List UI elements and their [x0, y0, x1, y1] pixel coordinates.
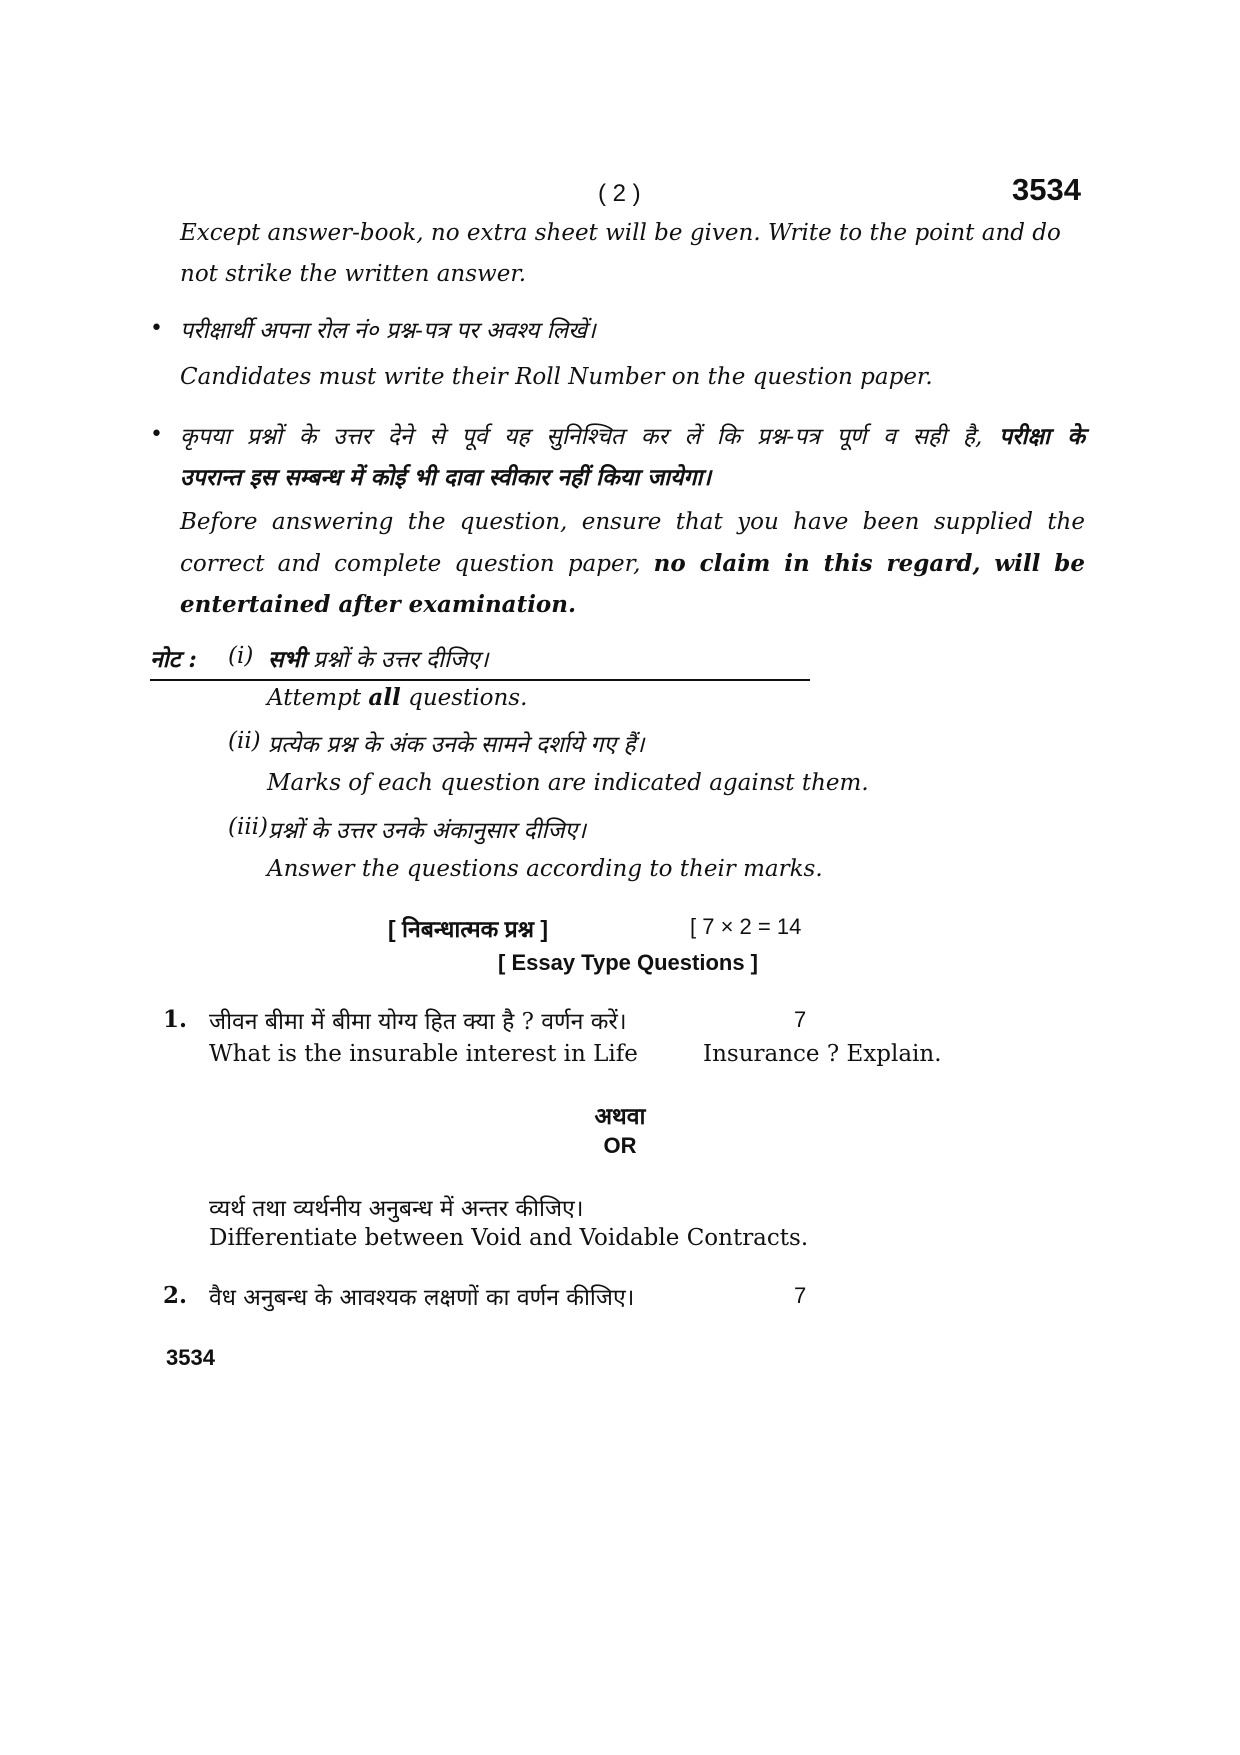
note-label: नोट : — [150, 646, 197, 673]
note-3-en: Answer the questions according to their marks. — [267, 856, 823, 882]
note-3-hi: प्रश्नों के उत्तर उनके अंकानुसार दीजिए। — [268, 818, 586, 844]
note-1-hi-bold: सभी — [268, 646, 306, 673]
bullet-icon: • — [150, 316, 163, 341]
note-3-number: (iii) — [228, 814, 269, 840]
answer-book-instruction-en-2: not strike the written answer. — [180, 261, 527, 287]
note-1-hi-rest: प्रश्नों के उत्तर दीजिए। — [313, 647, 489, 673]
question-1-marks: 7 — [794, 1007, 807, 1032]
roll-number-instruction-en: Candidates must write their Roll Number on the question paper. — [180, 364, 933, 390]
note-1-number: (i) — [228, 643, 254, 669]
note-1-hi — [268, 642, 488, 674]
question-1-alt-hi: व्यर्थ तथा व्यर्थनीय अनुबन्ध में अन्तर कीजिए। — [209, 1196, 584, 1222]
ensure-hi-plain: कृपया प्रश्नों के उत्तर देने से पूर्व यह सुनिश्चित कर लें कि प्रश्न-पत्र पूर्ण व सही है, — [180, 424, 983, 450]
ensure-instruction-en-1: Before answering the question, ensure that you have been supplied the — [180, 509, 1085, 535]
note-1-en-pre: Attempt — [267, 685, 362, 711]
question-2-hi: वैध अनुबन्ध के आवश्यक लक्षणों का वर्णन कीजिए। — [209, 1285, 635, 1311]
question-2-marks: 7 — [794, 1283, 807, 1308]
ensure-hi-bold: परीक्षा के — [999, 423, 1085, 450]
note-2-hi: प्रत्येक प्रश्न के अंक उनके सामने दर्शाये गए हैं। — [268, 732, 645, 758]
bullet-icon: • — [150, 422, 163, 447]
ensure-instruction-hi-1 — [180, 419, 1085, 451]
ensure-en-bold: no claim in this regard, will be — [653, 550, 1085, 577]
or-label-hi: अथवा — [594, 1103, 646, 1130]
question-2-number: 2. — [163, 1282, 188, 1309]
note-2-en: Marks of each question are indicated against them. — [267, 770, 869, 796]
question-1-en-part1: What is the insurable interest in Life — [209, 1041, 638, 1067]
question-1-hi: जीवन बीमा में बीमा योग्य हित क्या है ? वर्णन करें। — [209, 1009, 627, 1035]
section-marks: [ 7 × 2 = 14 — [690, 914, 802, 939]
question-1-en-part2: Insurance ? Explain. — [703, 1041, 942, 1067]
paper-code-top: 3534 — [1012, 172, 1081, 207]
note-underline — [150, 679, 810, 681]
note-1-en-bold: all — [368, 684, 401, 711]
section-title-en: [ Essay Type Questions ] — [498, 950, 759, 975]
ensure-en-plain: correct and complete question paper, — [180, 551, 641, 577]
ensure-instruction-en-2 — [180, 550, 1085, 577]
question-1-alt-en: Differentiate between Void and Voidable Contracts. — [209, 1225, 809, 1251]
question-1-number: 1. — [163, 1006, 188, 1033]
note-1-en — [267, 684, 527, 711]
paper-code-bottom: 3534 — [166, 1345, 215, 1370]
ensure-instruction-en-3: entertained after examination. — [180, 591, 576, 618]
note-2-number: (ii) — [228, 728, 261, 754]
or-label-en: OR — [603, 1133, 637, 1158]
section-title-hi: [ निबन्धात्मक प्रश्न ] — [388, 916, 549, 942]
note-1-en-post: questions. — [408, 685, 528, 711]
ensure-instruction-hi-2: उपरान्त इस सम्बन्ध में कोई भी दावा स्वीकार नहीं किया जायेगा। — [180, 464, 712, 491]
page-number: ( 2 ) — [598, 180, 641, 207]
roll-number-instruction-hi: परीक्षार्थी अपना रोल नं० प्रश्न-पत्र पर अवश्य लिखें। — [180, 318, 596, 344]
answer-book-instruction-en-1: Except answer-book, no extra sheet will be given. Write to the point and do — [180, 220, 1061, 246]
